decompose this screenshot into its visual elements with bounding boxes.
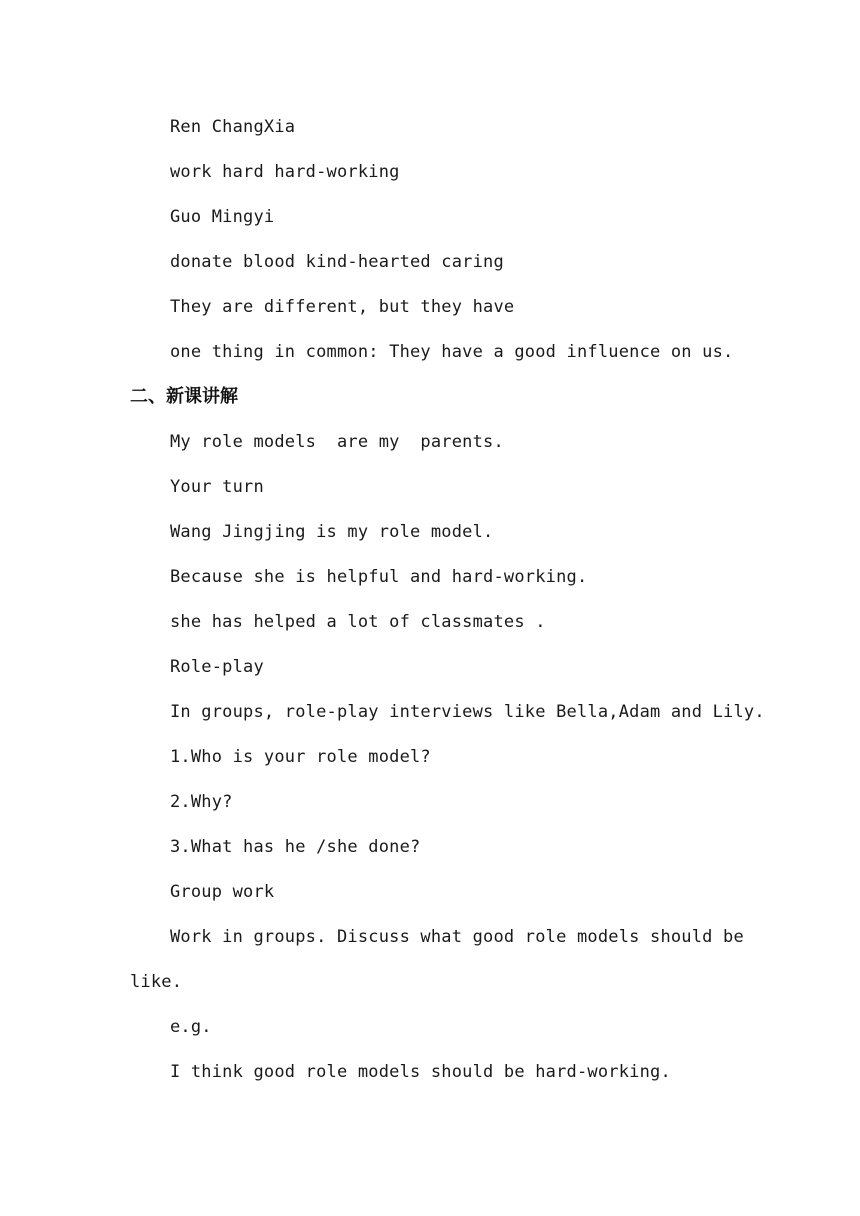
text-line: 3.What has he /she done?: [170, 837, 421, 857]
text-line-continuation: like.: [130, 972, 183, 992]
text-line: My role models are my parents.: [170, 432, 504, 452]
text-line: Because she is helpful and hard-working.: [170, 567, 588, 587]
text-line: Role-play: [170, 657, 264, 677]
text-line: I think good role models should be hard-working.: [170, 1062, 671, 1082]
text-line: work hard hard-working: [170, 162, 400, 182]
text-line: Guo Mingyi: [170, 207, 275, 227]
text-line: Ren ChangXia: [170, 117, 296, 137]
text-line: Group work: [170, 882, 275, 902]
text-line: one thing in common: They have a good influence on us.: [170, 342, 734, 362]
text-line: e.g.: [170, 1017, 212, 1037]
text-line: 1.Who is your role model?: [170, 747, 431, 767]
text-line: In groups, role-play interviews like Bella,Adam and Lily.: [170, 702, 765, 722]
text-line: 2.Why?: [170, 792, 233, 812]
text-line: Work in groups. Discuss what good role models should be: [170, 927, 744, 947]
text-line: she has helped a lot of classmates .: [170, 612, 546, 632]
text-line: They are different, but they have: [170, 297, 515, 317]
text-line: Wang Jingjing is my role model.: [170, 522, 494, 542]
text-line: Your turn: [170, 477, 264, 497]
section-heading: 二、新课讲解: [130, 386, 238, 407]
text-line: donate blood kind-hearted caring: [170, 252, 504, 272]
